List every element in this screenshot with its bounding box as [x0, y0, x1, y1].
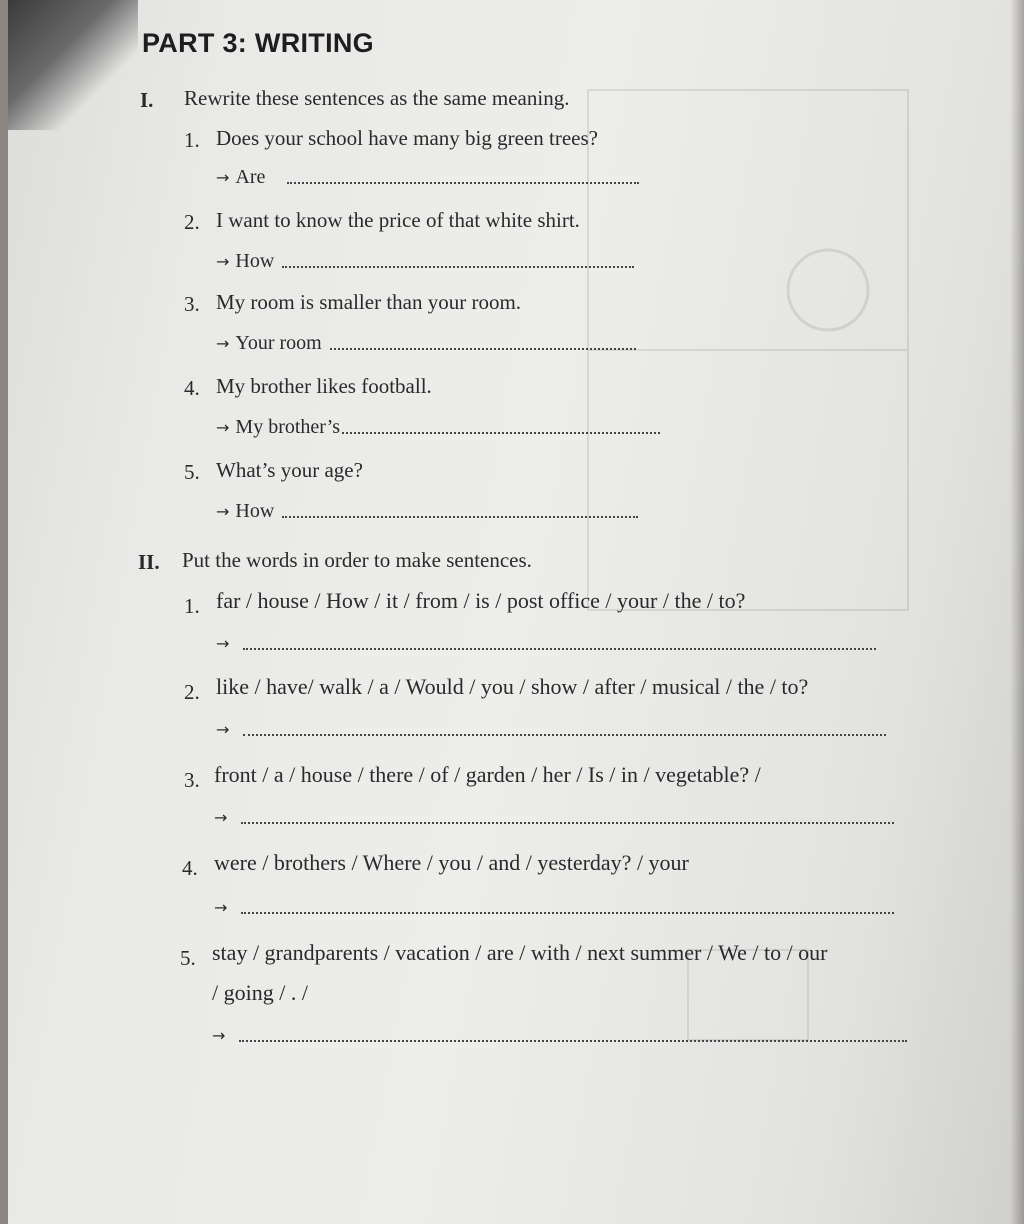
- section-1-number: I.: [140, 88, 154, 112]
- s1-q2-blank[interactable]: [282, 266, 634, 268]
- s1-q5-blank[interactable]: [282, 516, 638, 518]
- s2-q4-number: 4.: [182, 856, 198, 880]
- s2-q3-number: 3.: [184, 768, 200, 792]
- arrow-icon: →: [216, 720, 230, 739]
- s1-q4-prompt: My brother’s: [235, 416, 341, 438]
- s2-q4-blank[interactable]: [241, 912, 894, 914]
- s2-q5-text: stay / grandparents / vacation / are / with / next summer / We / to / our: [212, 940, 828, 965]
- s1-q3-number: 3.: [184, 292, 200, 316]
- s1-q3-text: My room is smaller than your room.: [216, 290, 522, 314]
- s1-q3-blank[interactable]: [330, 348, 636, 350]
- s2-q5-answer-line[interactable]: [212, 1028, 912, 1047]
- s2-q2-text: like / have/ walk / a / Would / you / show / after / musical / the / to?: [216, 674, 809, 699]
- s1-q3-prompt: Your room: [235, 332, 322, 354]
- s2-q2-blank[interactable]: [243, 734, 886, 736]
- section-2-number: II.: [138, 550, 160, 574]
- arrow-icon: →: [216, 634, 230, 653]
- s1-q1-prompt: Are: [235, 166, 266, 188]
- s2-q1-blank[interactable]: [243, 648, 876, 650]
- s2-q2-answer-line[interactable]: [216, 722, 886, 741]
- s1-q5-prompt: How: [235, 500, 275, 522]
- s2-q1-text: far / house / How / it / from / is / post office / your / the / to?: [216, 588, 746, 613]
- s2-q1-number: 1.: [184, 594, 200, 618]
- arrow-icon: →: [216, 252, 230, 271]
- s1-q1-number: 1.: [184, 128, 200, 152]
- arrow-icon: →: [214, 898, 228, 917]
- arrow-icon: →: [216, 334, 230, 353]
- s2-q3-answer-line[interactable]: [214, 810, 894, 829]
- s2-q4-answer-line[interactable]: [214, 900, 894, 919]
- arrow-icon: →: [214, 808, 228, 827]
- s2-q4-text: were / brothers / Where / you / and / yesterday? / your: [214, 850, 689, 875]
- s1-q5-number: 5.: [184, 460, 200, 484]
- arrow-icon: →: [216, 168, 230, 187]
- s1-q4-answer-line[interactable]: [216, 416, 660, 439]
- arrow-icon: →: [216, 502, 230, 521]
- s1-q2-text: I want to know the price of that white shirt.: [216, 208, 580, 232]
- s2-q5-text-continued: / going / . /: [212, 980, 308, 1005]
- s1-q4-number: 4.: [184, 376, 200, 400]
- part-title: PART 3: WRITING: [142, 28, 374, 58]
- s2-q5-number: 5.: [180, 946, 196, 970]
- s2-q5-blank[interactable]: [239, 1040, 907, 1042]
- s1-q1-answer-line[interactable]: [216, 166, 639, 189]
- page-edge-shadow: [1010, 0, 1024, 1224]
- s1-q2-number: 2.: [184, 210, 200, 234]
- worksheet-page: [8, 0, 1024, 1224]
- s1-q4-text: My brother likes football.: [216, 374, 432, 398]
- section-1-instruction: Rewrite these sentences as the same meaning.: [184, 86, 570, 110]
- s1-q2-prompt: How: [235, 250, 275, 272]
- arrow-icon: →: [216, 418, 230, 437]
- s2-q1-answer-line[interactable]: [216, 636, 876, 655]
- section-2-instruction: Put the words in order to make sentences.: [182, 548, 532, 572]
- s1-q3-answer-line[interactable]: [216, 332, 636, 355]
- s1-q1-text: Does your school have many big green trees?: [216, 126, 598, 150]
- s2-q3-text: front / a / house / there / of / garden / her / Is / in / vegetable? /: [214, 762, 761, 787]
- s2-q2-number: 2.: [184, 680, 200, 704]
- s1-q5-answer-line[interactable]: [216, 500, 638, 523]
- page-shadow-corner: [8, 0, 138, 130]
- s1-q5-text: What’s your age?: [216, 458, 363, 482]
- s1-q1-blank[interactable]: [287, 182, 639, 184]
- s1-q2-answer-line[interactable]: [216, 250, 634, 273]
- s2-q3-blank[interactable]: [241, 822, 894, 824]
- s1-q4-blank[interactable]: [342, 432, 660, 434]
- arrow-icon: →: [212, 1026, 226, 1045]
